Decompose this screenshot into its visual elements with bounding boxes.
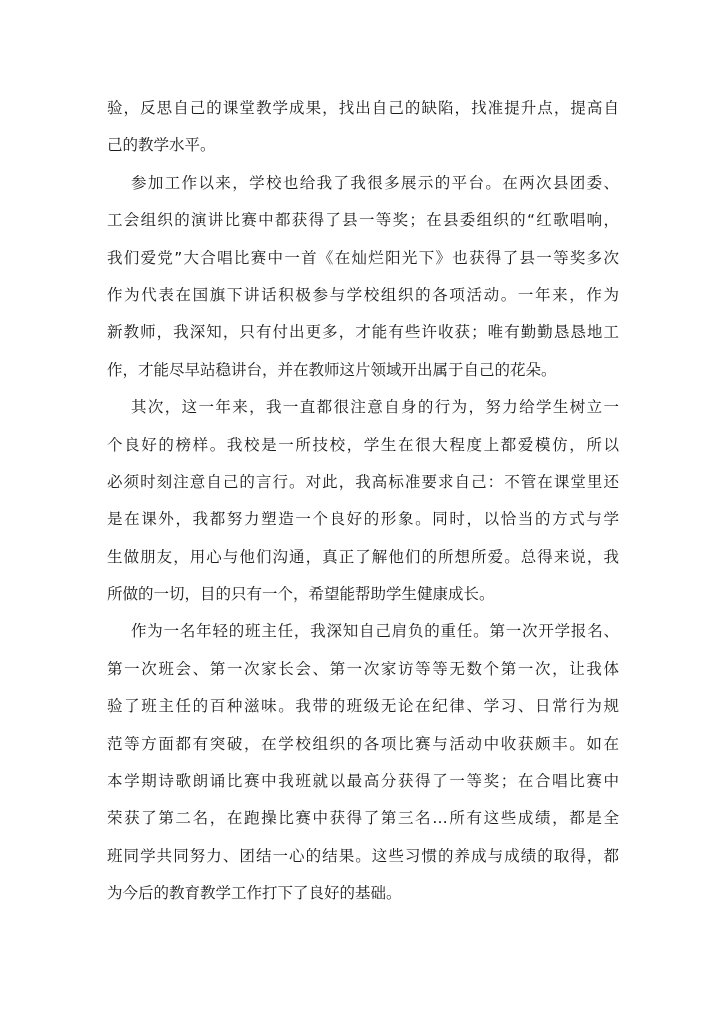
body-text [107,90,619,913]
text-line: 作为代表在国旗下讲话积极参与学校组织的各项活动。一年来，作为 [107,285,619,304]
text-line: 验了班主任的百种滋味。我带的班级无论在纪律、学习、日常行为规 [107,697,619,716]
text-line: 我们爱党”大合唱比赛中一首《在灿烂阳光下》也获得了县一等奖多次 [107,248,619,267]
text-line: 验，反思自己的课堂教学成果，找出自己的缺陷，找准提升点，提高自 [107,99,619,117]
text-line: 本学期诗歌朗诵比赛中我班就以最高分获得了一等奖；在合唱比赛中 [107,772,619,791]
text-line: 新教师，我深知，只有付出更多，才能有些许收获；唯有勤勤恳恳地工 [107,323,619,342]
text-line: 为今后的教育教学工作打下了良好的基础。 [107,884,402,903]
text-line: 班同学共同努力、团结一心的结果。这些习惯的养成与成绩的取得，都 [107,846,619,865]
paragraph-first-line: 作为一名年轻的班主任，我深知自己肩负的重任。第一次开学报名、 [131,622,619,641]
text-line: 生做朋友，用心与他们沟通，真正了解他们的所想所爱。总得来说，我 [107,547,619,566]
text-line: 己的教学水平。 [107,136,216,155]
text-line: 所做的一切，目的只有一个，希望能帮助学生健康成长。 [107,585,495,604]
text-line: 工会组织的演讲比赛中都获得了县一等奖；在县委组织的“红歌唱响， [107,211,619,230]
text-line: 第一次班会、第一次家长会、第一次家访等等无数个第一次，让我体 [107,659,619,678]
text-line: 是在课外，我都努力塑造一个良好的形象。同时，以恰当的方式与学 [107,510,619,529]
text-line: 个良好的榜样。我校是一所技校，学生在很大程度上都爱模仿，所以 [107,435,619,454]
text-line: 荣获了第二名，在跑操比赛中获得了第三名…所有这些成绩，都是全 [107,809,619,828]
paragraph-first-line: 参加工作以来，学校也给我了我很多展示的平台。在两次县团委、 [131,173,619,192]
text-line: 必须时刻注意自己的言行。对此，我高标准要求自己：不管在课堂里还 [107,472,619,491]
paragraph-first-line: 其次，这一年来，我一直都很注意自身的行为，努力给学生树立一 [131,398,619,417]
text-line: 作，才能尽早站稳讲台，并在教师这片领域开出属于自己的花朵。 [107,360,557,379]
text-line: 范等方面都有突破，在学校组织的各项比赛与活动中收获颇丰。如在 [107,734,619,753]
